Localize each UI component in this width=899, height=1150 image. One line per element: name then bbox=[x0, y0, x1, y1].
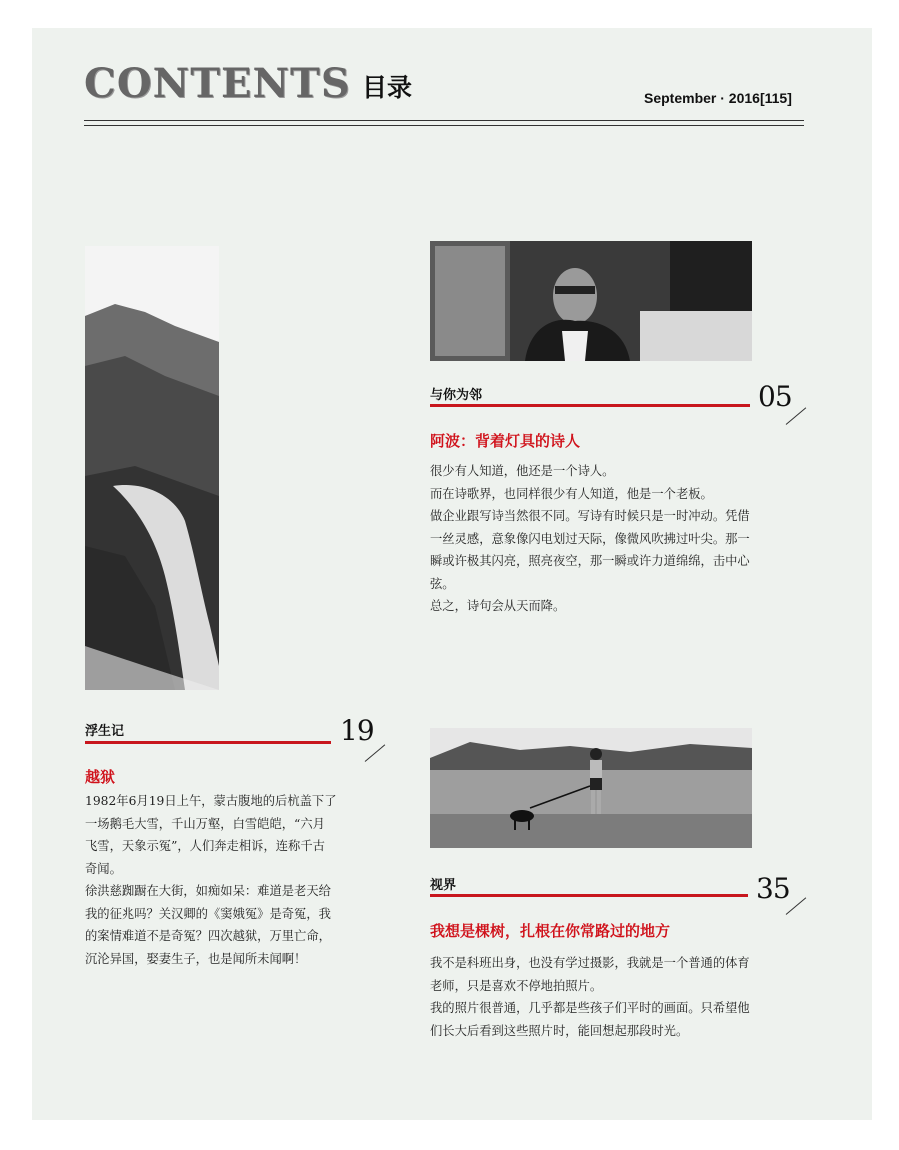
contents-title-cn: 目录 bbox=[362, 73, 413, 102]
poet-portrait-image bbox=[430, 241, 752, 361]
paragraph: 总之，诗句会从天而降。 bbox=[430, 599, 566, 613]
article-body-abo bbox=[430, 460, 754, 618]
article-headline-abo: 阿波：背着灯具的诗人 bbox=[430, 432, 581, 450]
paragraph: 1982年6月19日上午，蒙古腹地的后杭盖下了一场鹅毛大雪，千山万壑，白雪皑皑，“六月飞雪，天象示冤”，人们奔走相诉，连称千古奇闻。 bbox=[85, 794, 337, 876]
paragraph: 徐洪慈踟蹰在大街，如痴如呆：难道是老天给我的征兆吗？关汉卿的《窦娥冤》是奇冤，我的案情难道不是奇冤？四次越狱，万里亡命，沉沦异国，娶妻生子，也是闻所未闻啊！ bbox=[85, 884, 331, 966]
paragraph: 而在诗歌界，也同样很少有人知道，他是一个老板。 bbox=[430, 486, 713, 501]
mountain-river-photo bbox=[85, 246, 219, 690]
page-number-35: 35 bbox=[756, 872, 790, 905]
article-body-prison-break bbox=[85, 790, 337, 970]
section-rule-vision bbox=[430, 894, 748, 897]
paragraph: 我的照片很普通，几乎都是些孩子们平时的画面。只希望他们长大后看到这些照片时，能回想起那段时光。 bbox=[430, 1001, 750, 1038]
paragraph: 很少有人知道，他还是一个诗人。 bbox=[430, 464, 615, 478]
article-headline-prison-break: 越狱 bbox=[85, 768, 116, 786]
page-number-19: 19 bbox=[340, 714, 374, 747]
page-slash-19 bbox=[365, 744, 386, 761]
section-rule-floating-life bbox=[85, 741, 331, 744]
page-number-05: 05 bbox=[758, 380, 792, 413]
child-with-dog-photo bbox=[430, 728, 752, 848]
section-label-floating-life: 浮生记 bbox=[85, 724, 125, 739]
section-label-neighbor: 与你为邻 bbox=[430, 388, 483, 403]
mountain-river-image bbox=[85, 246, 219, 690]
article-body-tree bbox=[430, 952, 754, 1042]
poet-portrait-photo bbox=[430, 241, 752, 361]
contents-title: CONTENTS bbox=[84, 60, 351, 107]
issue-date: September · 2016[115] bbox=[644, 90, 792, 106]
paragraph: 做企业跟写诗当然很不同。写诗有时候只是一时冲动。凭借一丝灵感，意象像闪电划过天际，像微风吹拂过叶尖。那一瞬或许极其闪亮，照亮夜空，那一瞬或许力道绵绵，击中心弦。 bbox=[430, 509, 750, 591]
paragraph: 我不是科班出身，也没有学过摄影，我就是一个普通的体育老师，只是喜欢不停地拍照片。 bbox=[430, 956, 750, 993]
section-label-vision: 视界 bbox=[430, 878, 457, 893]
header-divider bbox=[84, 120, 804, 126]
magazine-page bbox=[32, 28, 872, 1120]
article-headline-tree: 我想是棵树，扎根在你常路过的地方 bbox=[430, 922, 671, 940]
child-with-dog-image bbox=[430, 728, 752, 848]
section-rule-neighbor bbox=[430, 404, 750, 407]
